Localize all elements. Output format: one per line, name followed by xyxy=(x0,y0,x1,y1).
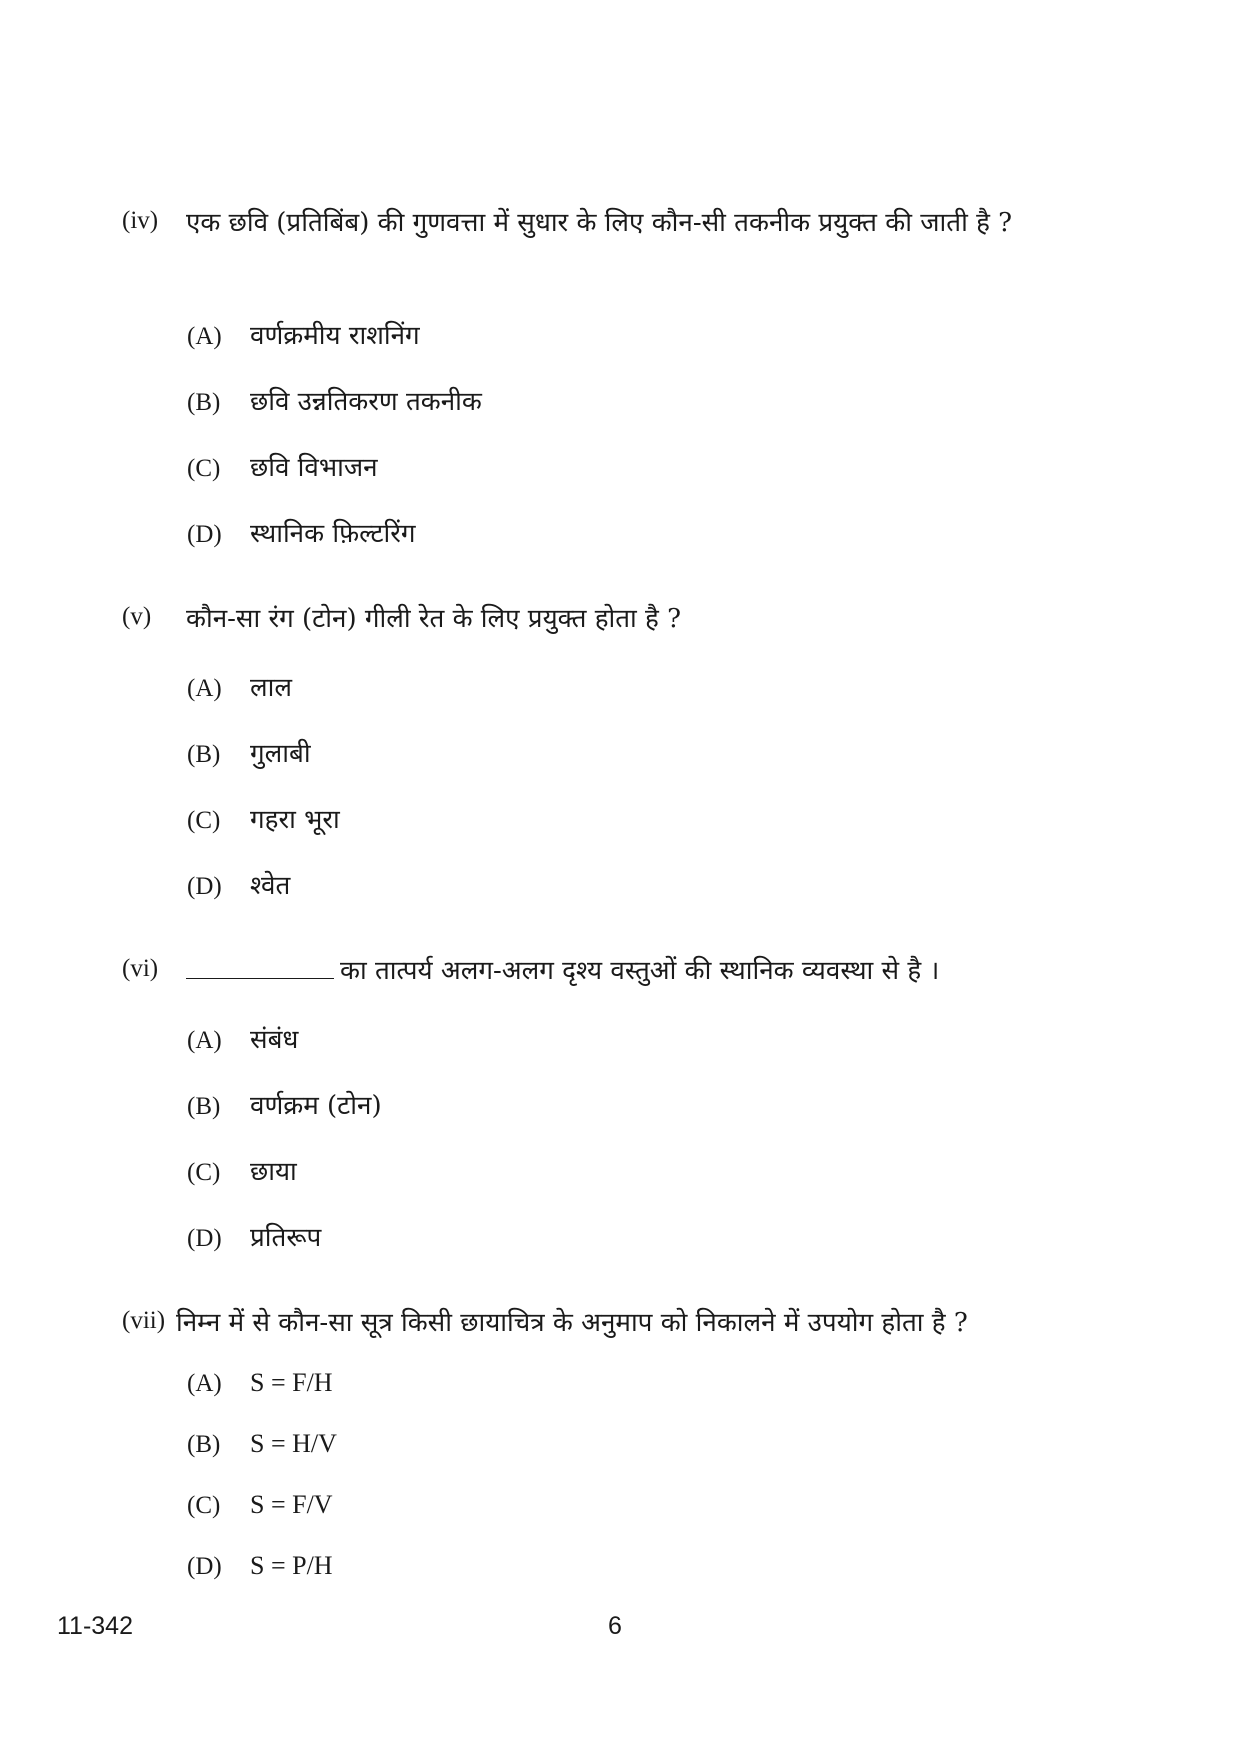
option-label: (D) xyxy=(187,521,222,548)
option-label: (D) xyxy=(187,1225,222,1252)
question-text: निम्न में से कौन-सा सूत्र किसी छायाचित्र के अनुमाप को निकालने में उपयोग होता है ? xyxy=(176,1308,968,1338)
option-text: प्रतिरूप xyxy=(250,1223,322,1253)
option-label: (A) xyxy=(187,1027,222,1054)
page-number: 6 xyxy=(608,1612,622,1640)
option-d xyxy=(187,1551,333,1581)
option-a xyxy=(187,1020,298,1056)
question-v xyxy=(122,596,1122,643)
option-label: (B) xyxy=(187,1431,221,1458)
option-c xyxy=(187,1490,333,1520)
option-text: S = F/V xyxy=(250,1490,333,1519)
option-text: S = H/V xyxy=(250,1429,337,1458)
option-label: (C) xyxy=(187,807,221,834)
option-text: लाल xyxy=(250,673,292,703)
option-label: (C) xyxy=(187,1159,221,1186)
question-iv xyxy=(122,200,1122,247)
option-b xyxy=(187,734,311,770)
option-text: गहरा भूरा xyxy=(250,805,340,835)
question-number: (vi) xyxy=(122,955,159,982)
option-c xyxy=(187,800,340,836)
question-vii xyxy=(122,1300,1122,1347)
question-text: का तात्पर्य अलग-अलग दृश्य वस्तुओं की स्थानिक व्यवस्था से है । xyxy=(340,956,940,986)
option-text: संबंध xyxy=(250,1025,299,1055)
option-label: (A) xyxy=(187,675,222,702)
option-label: (D) xyxy=(187,873,222,900)
option-d xyxy=(187,514,416,550)
question-number: (iv) xyxy=(122,207,159,234)
option-c xyxy=(187,448,378,484)
option-text: S = F/H xyxy=(250,1368,333,1397)
option-b xyxy=(187,1429,337,1459)
option-label: (B) xyxy=(187,741,221,768)
option-d xyxy=(187,1218,321,1254)
question-number: (vii) xyxy=(122,1307,166,1334)
option-label: (B) xyxy=(187,389,221,416)
option-text: छाया xyxy=(250,1157,297,1187)
option-text: छवि विभाजन xyxy=(250,453,378,483)
option-b xyxy=(187,382,482,418)
option-text: S = P/H xyxy=(250,1551,333,1580)
option-text: वर्णक्रम (टोन) xyxy=(250,1091,382,1121)
option-label: (A) xyxy=(187,323,222,350)
option-text: स्थानिक फ़िल्टरिंग xyxy=(250,519,416,549)
option-a xyxy=(187,316,420,352)
option-a xyxy=(187,668,292,704)
fill-in-blank xyxy=(186,952,334,979)
option-label: (B) xyxy=(187,1093,221,1120)
option-label: (D) xyxy=(187,1553,222,1580)
option-b xyxy=(187,1086,382,1122)
option-text: छवि उन्नतिकरण तकनीक xyxy=(250,387,482,417)
question-text: कौन-सा रंग (टोन) गीली रेत के लिए प्रयुक्त होता है ? xyxy=(186,604,682,634)
option-label: (C) xyxy=(187,1492,221,1519)
option-text: वर्णक्रमीय राशनिंग xyxy=(250,321,420,351)
question-text: एक छवि (प्रतिबिंब) की गुणवत्ता में सुधार के लिए कौन-सी तकनीक प्रयुक्त की जाती है ? xyxy=(186,208,1013,238)
option-c xyxy=(187,1152,297,1188)
option-text: गुलाबी xyxy=(250,739,311,769)
paper-code: 11-342 xyxy=(57,1612,133,1640)
question-number: (v) xyxy=(122,603,152,630)
option-a xyxy=(187,1368,333,1398)
option-d xyxy=(187,866,290,902)
option-label: (C) xyxy=(187,455,221,482)
option-text: श्वेत xyxy=(250,871,291,901)
option-label: (A) xyxy=(187,1370,222,1397)
question-vi xyxy=(122,948,1122,995)
